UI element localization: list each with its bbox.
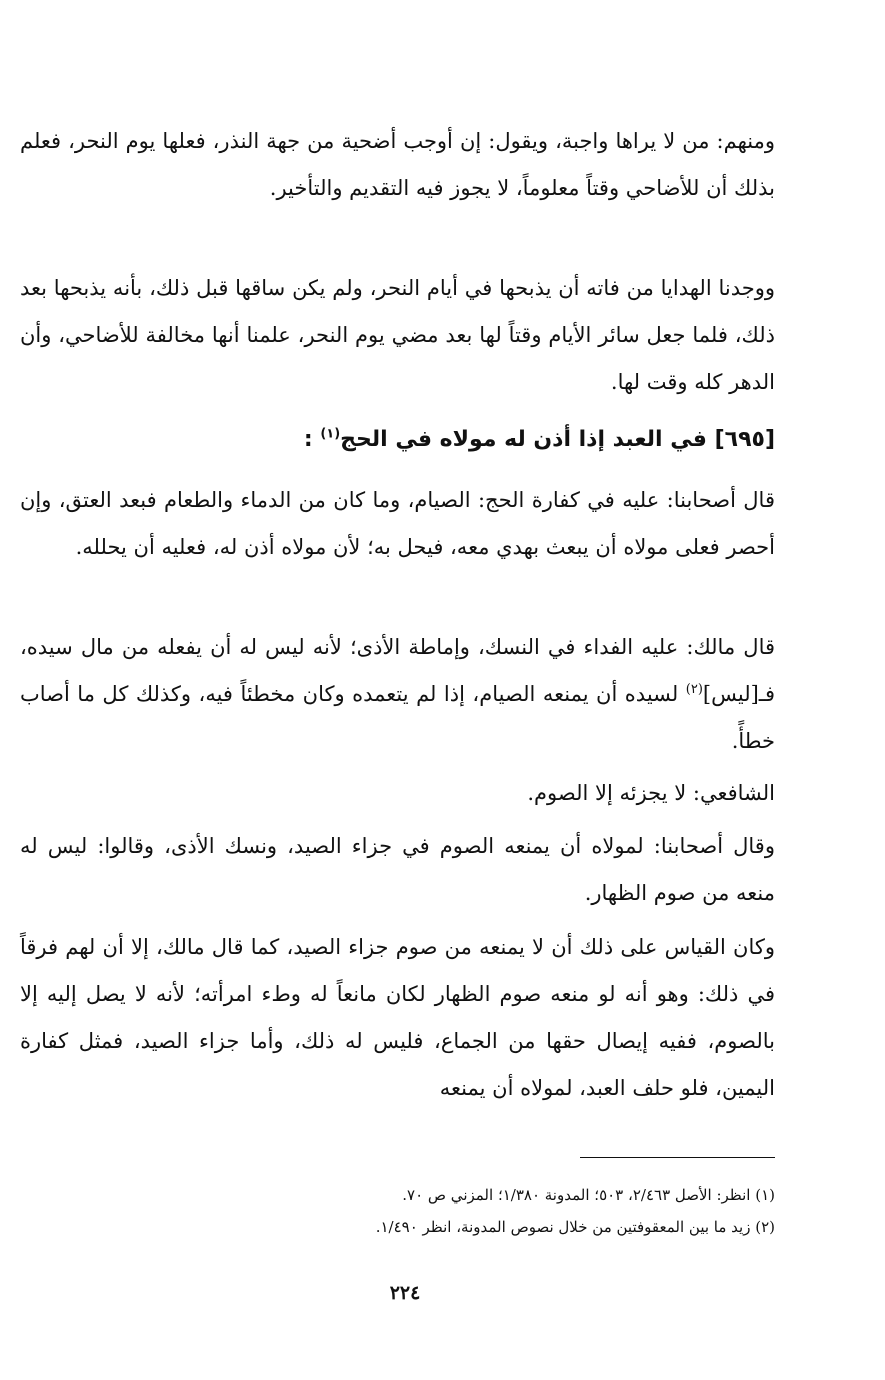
malik-text-before: قال مالك: عليه الفداء في النسك، وإماطة الأذى؛ لأنه ليس له أن يفعله من مال سيده، فـ[ليس] [20, 635, 776, 706]
section-title: في العبد إذا أذن له مولاه في الحج [340, 427, 707, 452]
paragraph-5: وقال أصحابنا: لمولاه أن يمنعه الصوم في جزاء الصيد، ونسك الأذى، وقالوا: ليس له منعه من صوم الظهار. [20, 834, 775, 905]
footnote-1: (١) انظر: الأصل ٢/٤٦٣، ٥٠٣؛ المدونة ١/٣٨٠؛ المزني ص ٧٠. [402, 1186, 775, 1204]
paragraph-shafii: الشافعي: لا يجزئه إلا الصوم. [527, 781, 775, 805]
section-heading [230, 418, 775, 462]
paragraph-1: ومنهم: من لا يراها واجبة، ويقول: إن أوجب أضحية من جهة النذر، فعلها يوم النحر، فعلم بذلك أن للأضاحي وقتاً معلوماً، لا يجوز فيه التقديم والتأخير. [20, 129, 775, 200]
paragraph-malik [20, 624, 775, 765]
page-number: ٢٢٤ [389, 1282, 421, 1304]
malik-text-after: لسيده أن يمنعه الصيام، إذا لم يتعمده وكان مخطئاً فيه، وكذلك كل ما أصاب خطأً. [20, 682, 775, 753]
footnote-marker-1: (١) [320, 426, 341, 442]
footnote-separator [580, 1157, 775, 1158]
paragraph-6: وكان القياس على ذلك أن لا يمنعه من صوم جزاء الصيد، كما قال مالك، إلا أن لهم فرقاً في ذلك: وهو أنه لو منعه صوم الظهار لكان مانعاً له وطء امرأته؛ لأنه لا يصل إليه إلا بالصوم، ففيه إيصال حقها من الجماع، فليس له ذلك، وأما جزاء الصيد، فمثل كفارة اليمين، فلو حلف العبد، لمولاه أن يمنعه [20, 935, 775, 1100]
section-number: [٦٩٥] [714, 427, 775, 452]
paragraph-3: قال أصحابنا: عليه في كفارة الحج: الصيام، وما كان من الدماء والطعام فبعد العتق، وإن أحصر فعلى مولاه أن يبعث بهدي معه، فيحل به؛ لأن مولاه أذن له، فعليه أن يحلله. [20, 488, 775, 559]
heading-colon: : [303, 427, 313, 452]
paragraph-2: ووجدنا الهدايا من فاته أن يذبحها في أيام النحر، ولم يكن ساقها قبل ذلك، بأنه يذبحها بعد ذلك، فلما جعل سائر الأيام وقتاً لها بعد مضي يوم النحر، علمنا أنها مخالفة للأضاحي، وأن الدهر كله وقت لها. [20, 276, 775, 394]
footnote-marker-2: (٢) [685, 682, 703, 697]
footnote-2: (٢) زيد ما بين المعقوفتين من خلال نصوص المدونة، انظر ١/٤٩٠. [375, 1218, 775, 1236]
